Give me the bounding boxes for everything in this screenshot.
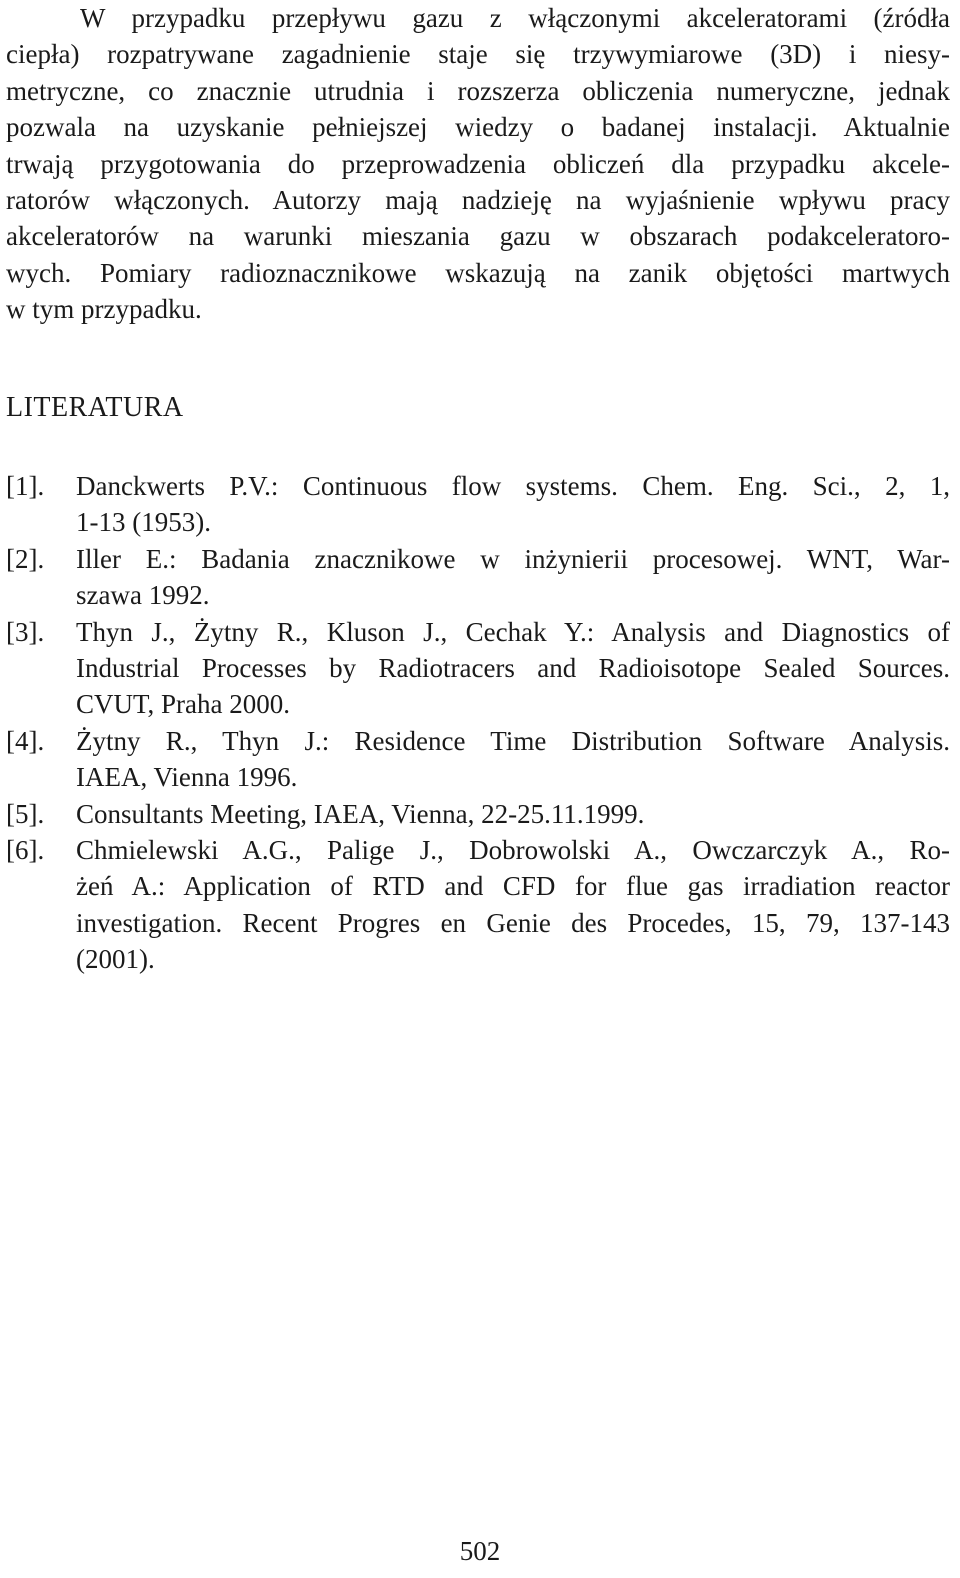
reference-line: Danckwerts P.V.: Continuous flow systems. Chem. Eng. Sci., 2, 1, <box>76 471 950 501</box>
reference-item <box>6 614 950 723</box>
reference-number: [2]. <box>6 543 45 574</box>
paragraph-line: akceleratorów na warunki mieszania gazu w obszarach podakceleratoro- <box>6 221 950 252</box>
paragraph-line: trwają przygotowania do przeprowadzenia obliczeń dla przypadku akcele- <box>6 148 950 179</box>
paragraph-line: pozwala na uzyskanie pełniejszej wiedzy o badanej instalacji. Aktualnie <box>6 112 950 143</box>
reference-number: [4]. <box>6 725 45 756</box>
reference-item <box>6 723 950 796</box>
reference-number: [6]. <box>6 835 45 866</box>
paragraph-line: wych. Pomiary radioznacznikowe wskazują na zanik objętości martwych <box>6 257 950 288</box>
reference-line: CVUT, Praha 2000. <box>76 689 290 720</box>
reference-line: IAEA, Vienna 1996. <box>76 762 298 793</box>
reference-line: 1-13 (1953). <box>76 507 211 538</box>
reference-item <box>6 541 950 614</box>
reference-line: Żytny R., Thyn J.: Residence Time Distribution Software Analysis. <box>76 725 950 756</box>
paragraph-line: w tym przypadku. <box>6 294 202 325</box>
body-paragraph <box>6 0 950 328</box>
reference-line: investigation. Recent Progres en Genie des Procedes, 15, 79, 137-143 <box>76 907 950 938</box>
paragraph-line: ratorów włączonych. Autorzy mają nadzieję na wyjaśnienie wpływu pracy <box>6 185 950 216</box>
reference-line: Iller E.: Badania znacznikowe w inżynierii procesowej. WNT, War- <box>76 543 950 574</box>
reference-line: Consultants Meeting, IAEA, Vienna, 22-25.11.1999. <box>76 798 645 829</box>
reference-item <box>6 832 950 978</box>
reference-line: Industrial Processes by Radiotracers and Radioisotope Sealed Sources. <box>76 653 950 684</box>
reference-number: [5]. <box>6 798 45 829</box>
reference-line: żeń A.: Application of RTD and CFD for flue gas irradiation reactor <box>76 871 950 902</box>
reference-item <box>6 796 950 832</box>
reference-line: szawa 1992. <box>76 580 210 611</box>
reference-number: [1]. <box>6 471 45 501</box>
reference-line: (2001). <box>76 944 155 975</box>
reference-list <box>6 468 950 978</box>
paragraph-line: W przypadku przepływu gazu z włączonymi akceleratorami (źródła <box>80 3 950 33</box>
page-number: 502 <box>459 1536 501 1566</box>
reference-item <box>6 468 950 541</box>
reference-line: Chmielewski A.G., Palige J., Dobrowolski A., Owczarczyk A., Ro- <box>76 835 950 866</box>
paragraph-line: metryczne, co znacznie utrudnia i rozszerza obliczenia numeryczne, jednak <box>6 75 950 106</box>
reference-line: Thyn J., Żytny R., Kluson J., Cechak Y.: Analysis and Diagnostics of <box>76 616 950 647</box>
reference-number: [3]. <box>6 616 45 647</box>
section-heading: LITERATURA <box>6 392 184 423</box>
paragraph-line: ciepła) rozpatrywane zagadnienie staje się trzywymiarowe (3D) i niesy- <box>6 39 950 70</box>
